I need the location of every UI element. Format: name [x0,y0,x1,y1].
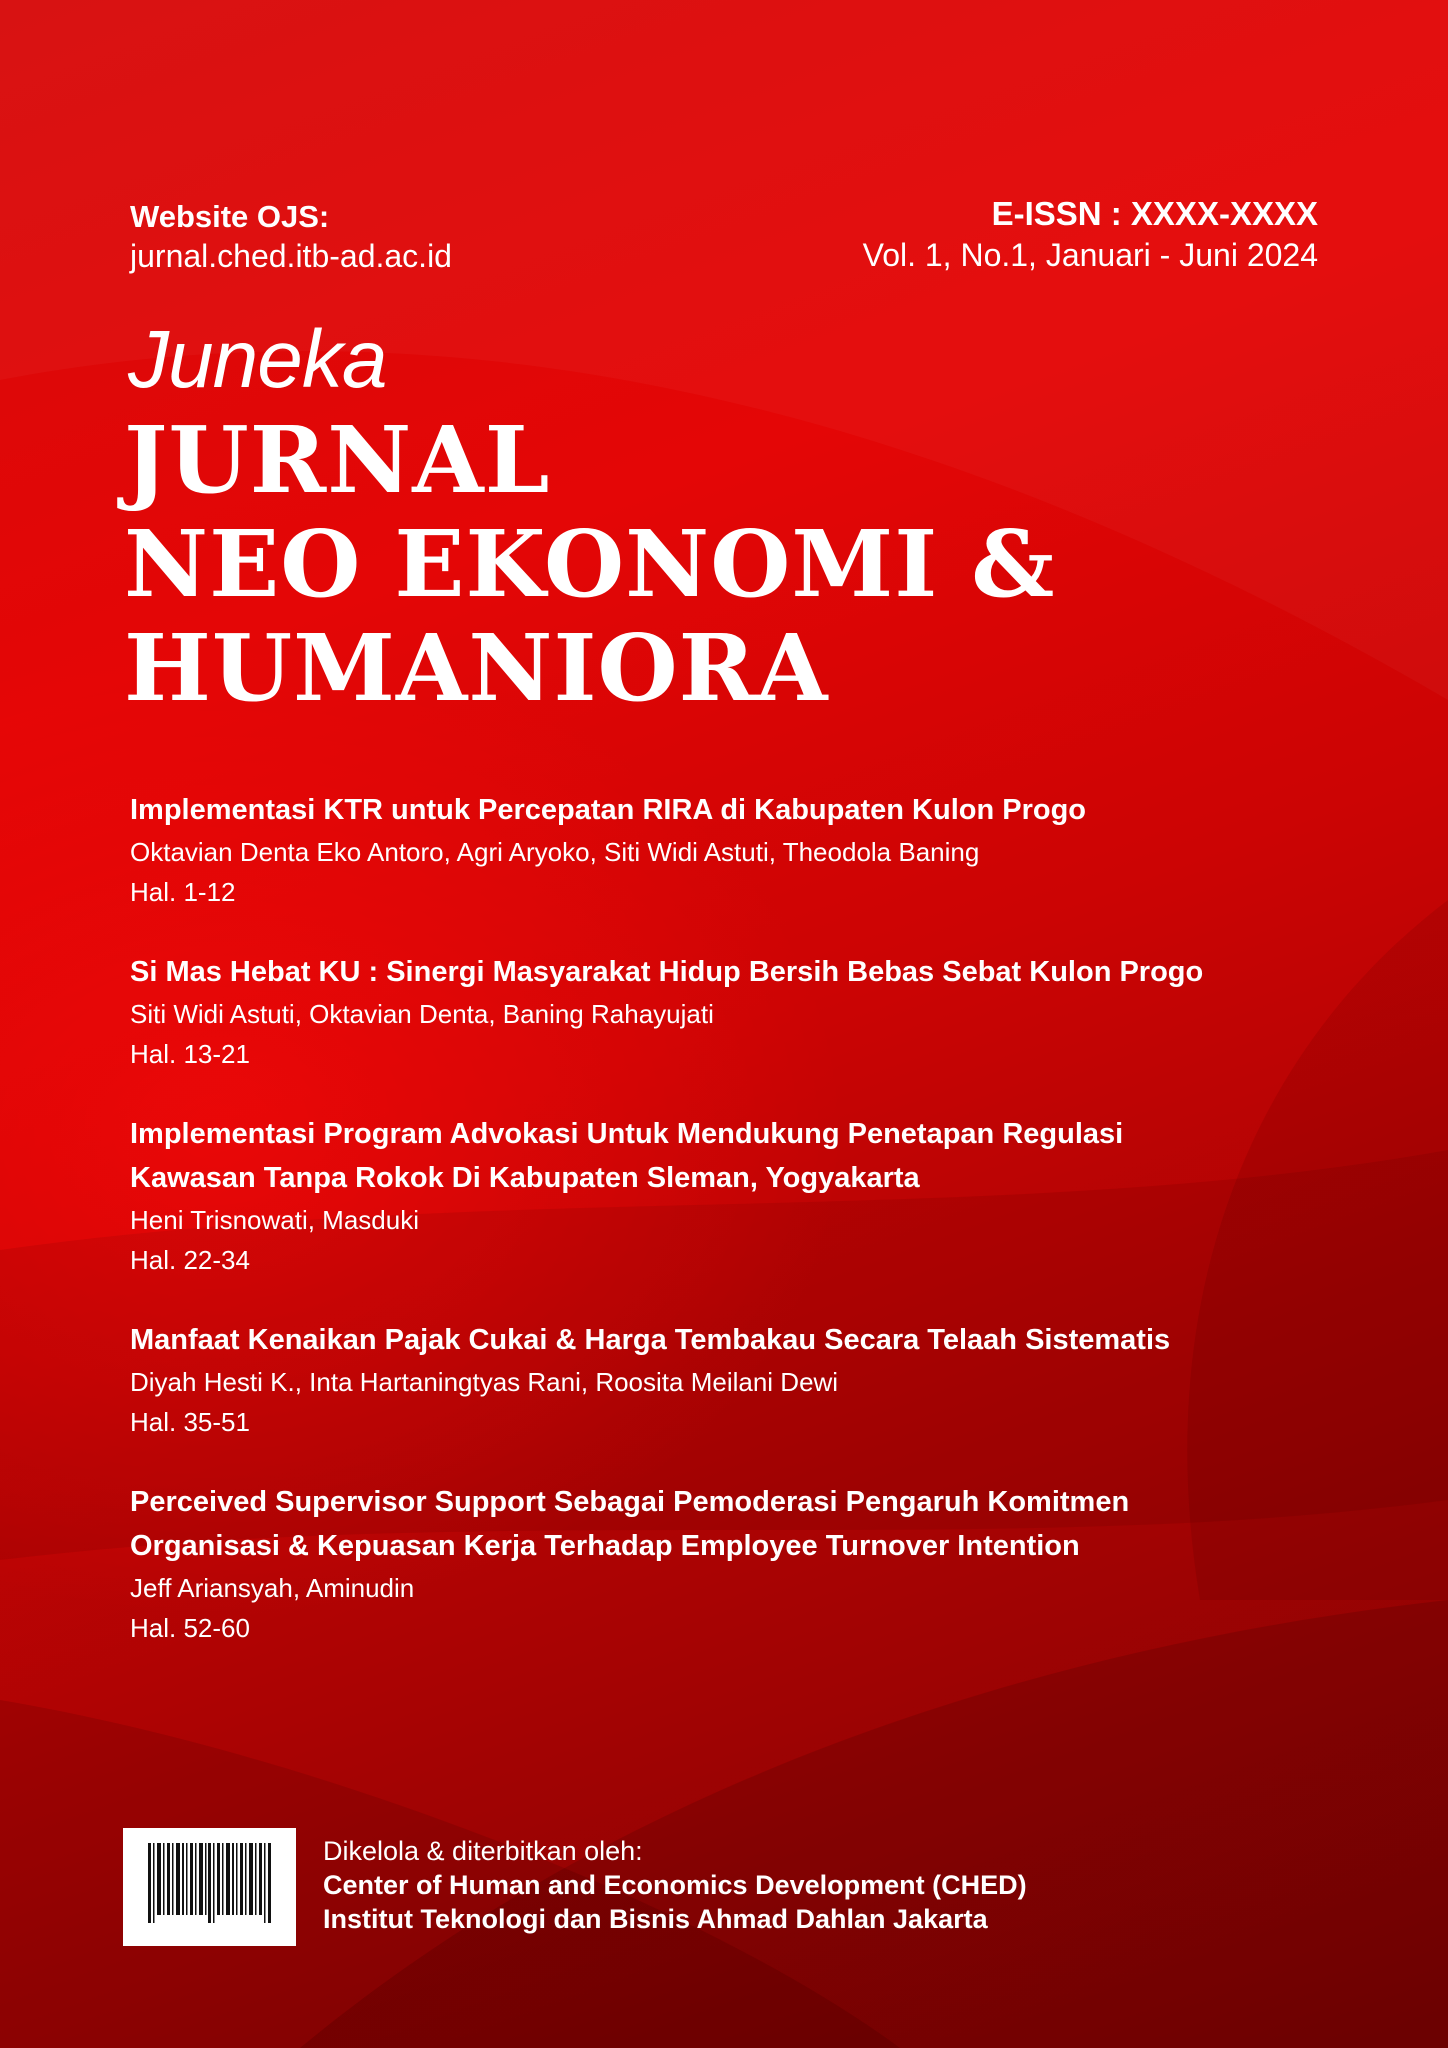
article-entry [130,1112,1330,1280]
table-of-contents [130,788,1330,1686]
article-authors: Heni Trisnowati, Masduki [130,1205,419,1235]
website-label: Website OJS: [130,199,330,234]
website-info [130,198,452,276]
article-pages: Hal. 35-51 [130,1407,250,1437]
article-title: Implementasi KTR untuk Percepatan RIRA di Kabupaten Kulon Progo [130,794,1087,826]
issue-info [863,194,1318,276]
journal-title-line: HUMANIORA [124,614,829,722]
article-authors: Oktavian Denta Eko Antoro, Agri Aryoko, Siti Widi Astuti, Theodola Baning [130,837,980,867]
journal-title-line: JURNAL [124,406,551,514]
article-authors: Diyah Hesti K., Inta Hartaningtyas Rani, Roosita Meilani Dewi [130,1367,839,1397]
article-title: Implementasi Program Advokasi Untuk Mendukung Penetapan Regulasi [130,1118,1124,1150]
article-entry [130,950,1330,1074]
article-title: Organisasi & Kepuasan Kerja Terhadap Employee Turnover Intention [130,1530,1080,1562]
volume-issue: Vol. 1, No.1, Januari - Juni 2024 [862,237,1318,273]
barcode [123,1828,296,1946]
article-entry [130,1480,1330,1648]
article-title: Manfaat Kenaikan Pajak Cukai & Harga Tembakau Secara Telaah Sistematis [130,1324,1171,1356]
article-entry [130,1318,1330,1442]
journal-title [124,408,1055,720]
article-pages: Hal. 52-60 [130,1613,250,1643]
article-pages: Hal. 13-21 [130,1039,250,1069]
article-authors: Jeff Ariansyah, Aminudin [130,1573,415,1603]
website-url: jurnal.ched.itb-ad.ac.id [130,238,452,274]
publisher-label: Dikelola & diterbitkan oleh: [323,1836,643,1866]
article-title: Kawasan Tanpa Rokok Di Kabupaten Sleman, Yogyakarta [130,1162,920,1194]
article-pages: Hal. 1-12 [130,877,236,907]
journal-short-name: Juneka [128,314,387,405]
article-title: Perceived Supervisor Support Sebagai Pemoderasi Pengaruh Komitmen [130,1486,1130,1518]
article-entry [130,788,1330,912]
issn: E-ISSN : XXXX-XXXX [991,195,1318,232]
article-authors: Siti Widi Astuti, Oktavian Denta, Baning Rahayujati [130,999,714,1029]
article-title: Si Mas Hebat KU : Sinergi Masyarakat Hidup Bersih Bebas Sebat Kulon Progo [130,956,1204,988]
publisher-institution: Institut Teknologi dan Bisnis Ahmad Dahlan Jakarta [323,1904,988,1934]
publisher-info [323,1834,1027,1936]
barcode-icon [148,1843,272,1931]
publisher-name: Center of Human and Economics Development (CHED) [323,1870,1027,1900]
journal-title-line: NEO EKONOMI & [124,510,1056,618]
article-pages: Hal. 22-34 [130,1245,250,1275]
